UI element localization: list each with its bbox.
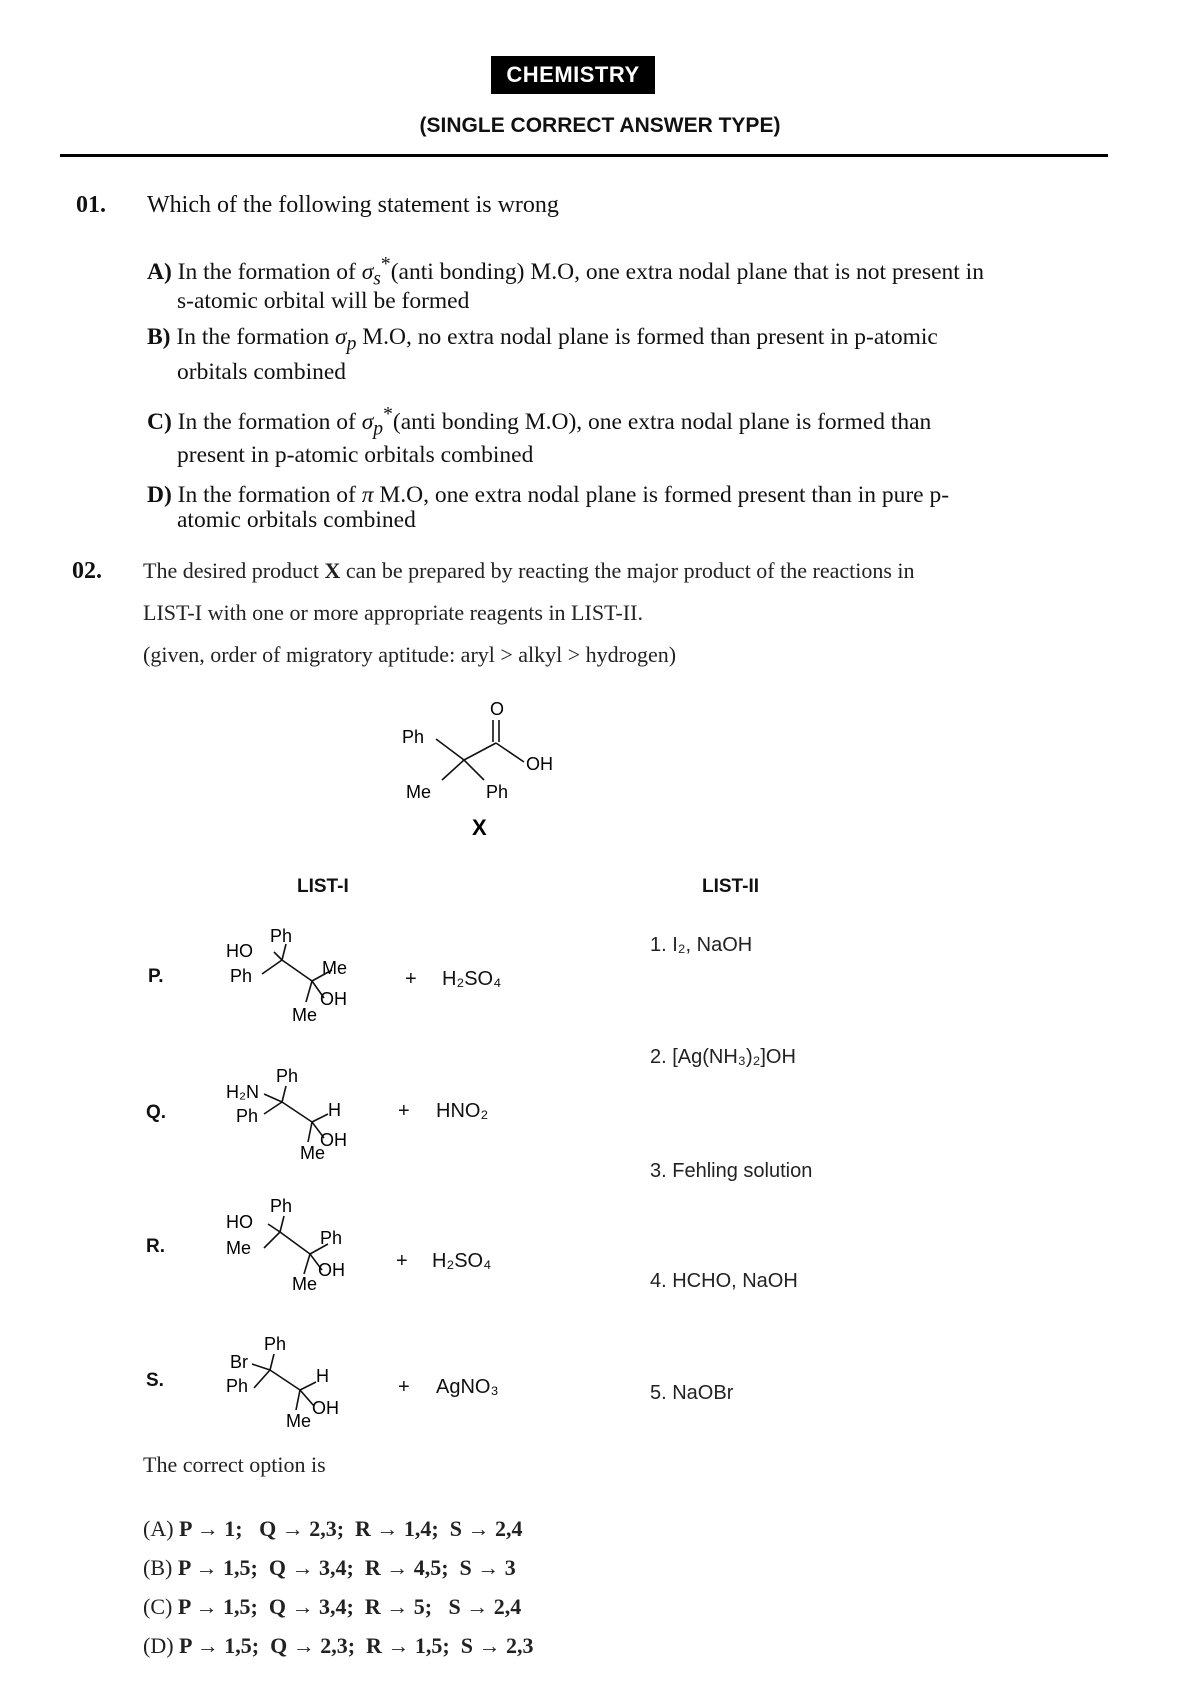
group-label: Me [286,1411,312,1430]
reactant-s-structure [220,1328,380,1430]
product-label: X [472,815,487,840]
answer-label: (C) [143,1594,173,1619]
list1-label: R. [146,1236,165,1257]
bond [496,743,524,762]
answer-label: (B) [143,1555,173,1580]
q2-prompt: The correct option is [143,1452,326,1477]
group-label: Br [230,1352,248,1372]
q2-answer-a[interactable] [143,1516,523,1542]
answer-text: P → 1,5; Q → 3,4; R → 4,5; S → 3 [177,1555,516,1580]
q2-answer-b[interactable] [143,1555,516,1581]
list1-reagent: HNO₂ [436,1100,489,1122]
q1-option-c-line2: present in p-atomic orbitals combined [177,442,534,468]
group-label: Ph [226,1376,249,1396]
option-label: D) [147,482,172,508]
group-label: OH [320,989,347,1009]
group-label: Me [292,1274,318,1294]
plus-sign: + [398,1100,410,1122]
group-label: Ph [264,1334,287,1354]
group-label: Ph [270,926,293,946]
plus-sign: + [405,968,417,990]
header-divider [60,154,1108,157]
product-x-structure [390,690,590,845]
q2-stem: The desired product X can be prepared by reacting the major product of the reactions in [143,558,915,583]
answer-text: P → 1,5; Q → 2,3; R → 1,5; S → 2,3 [179,1633,534,1658]
answer-label: (D) [143,1633,174,1658]
q1-option-c[interactable]: C) In the formation of $\sigma_p^*(anti$ bonding M.O), one extra nodal plane is formed than [147,404,932,440]
q1-option-d-line2: atomic orbitals combined [177,507,416,533]
section-title: (SINGLE CORRECT ANSWER TYPE) [419,114,781,137]
q1-option-a[interactable]: A) In the formation of $\sigma_s^*(anti$ bonding) M.O, one extra nodal plane that is not present in [147,254,984,290]
list2-item: 4. HCHO, NaOH [650,1270,798,1292]
list1-label: P. [148,966,164,987]
option-label: B) [147,324,171,350]
group-label: Ph [236,1106,259,1126]
option-label: A) [147,258,172,285]
q2-stem-line2: LIST-I with one or more appropriate reagents in LIST-II. [143,600,643,625]
bond [442,760,464,780]
answer-text: P → 1; Q → 2,3; R → 1,4; S → 2,4 [179,1516,523,1541]
bond [464,743,496,760]
q2-answer-d[interactable] [143,1633,534,1659]
group-label: H [316,1366,329,1386]
q2-answer-c[interactable] [143,1594,521,1620]
reactant-q-structure [220,1062,380,1164]
group-label: H [328,1100,341,1120]
answer-text: P → 1,5; Q → 3,4; R → 5; S → 2,4 [177,1594,522,1619]
list1-label: S. [146,1370,164,1391]
bond [436,739,464,760]
group-label: O [490,699,505,719]
reactant-p-structure [220,926,380,1028]
q1-option-b[interactable]: B) In the formation $\sigma_p$ M.O, no extra nodal plane is formed than present in p-atomic [147,324,938,355]
answer-label: (A) [143,1516,174,1541]
list1-reagent: AgNO₃ [436,1376,499,1398]
group-label: Ph [402,727,425,747]
bond [464,760,484,780]
group-label: Me [292,1005,318,1025]
subject-badge: CHEMISTRY [491,56,655,94]
group-label: Ph [486,782,509,802]
q2-note: (given, order of migratory aptitude: aryl > alkyl > hydrogen) [143,642,677,667]
group-label: OH [526,754,553,774]
group-label: OH [318,1260,345,1280]
plus-sign: + [396,1250,408,1272]
option-label: C) [147,408,172,435]
group-label: Ph [270,1196,293,1216]
group-label: H₂N [226,1082,259,1102]
group-label: Ph [230,966,253,986]
list1-label: Q. [146,1102,167,1123]
group-label: Ph [276,1066,299,1086]
group-label: Me [406,782,432,802]
list2-item: 3. Fehling solution [650,1160,813,1182]
group-label: HO [226,1212,253,1232]
reactant-r-structure [220,1194,380,1296]
group-label: Me [226,1238,252,1258]
group-label: Me [322,958,348,978]
list2-title: LIST-II [702,876,759,897]
list2-item: 1. I₂, NaOH [650,934,753,956]
plus-sign: + [398,1376,410,1398]
list1-reagent: H₂SO₄ [432,1250,492,1272]
q1-option-a-line2: s-atomic orbital will be formed [177,288,470,314]
group-label: OH [312,1398,339,1418]
group-label: Me [300,1143,326,1163]
q1-number: 01. [76,192,106,218]
q1-option-d[interactable]: D) In the formation of π M.O, one extra nodal plane is formed present than in pure p- [147,482,950,508]
group-label: OH [320,1130,347,1150]
list1-title: LIST-I [297,876,349,897]
list2-item: 2. [Ag(NH₃)₂]OH [650,1046,796,1068]
q1-option-b-line2: orbitals combined [177,359,347,385]
q2-number: 02. [72,558,102,584]
group-label: HO [226,941,253,961]
q1-stem: Which of the following statement is wrong [147,192,559,218]
list2-item: 5. NaOBr [650,1382,734,1404]
group-label: Ph [320,1228,343,1248]
list1-reagent: H₂SO₄ [442,968,502,990]
